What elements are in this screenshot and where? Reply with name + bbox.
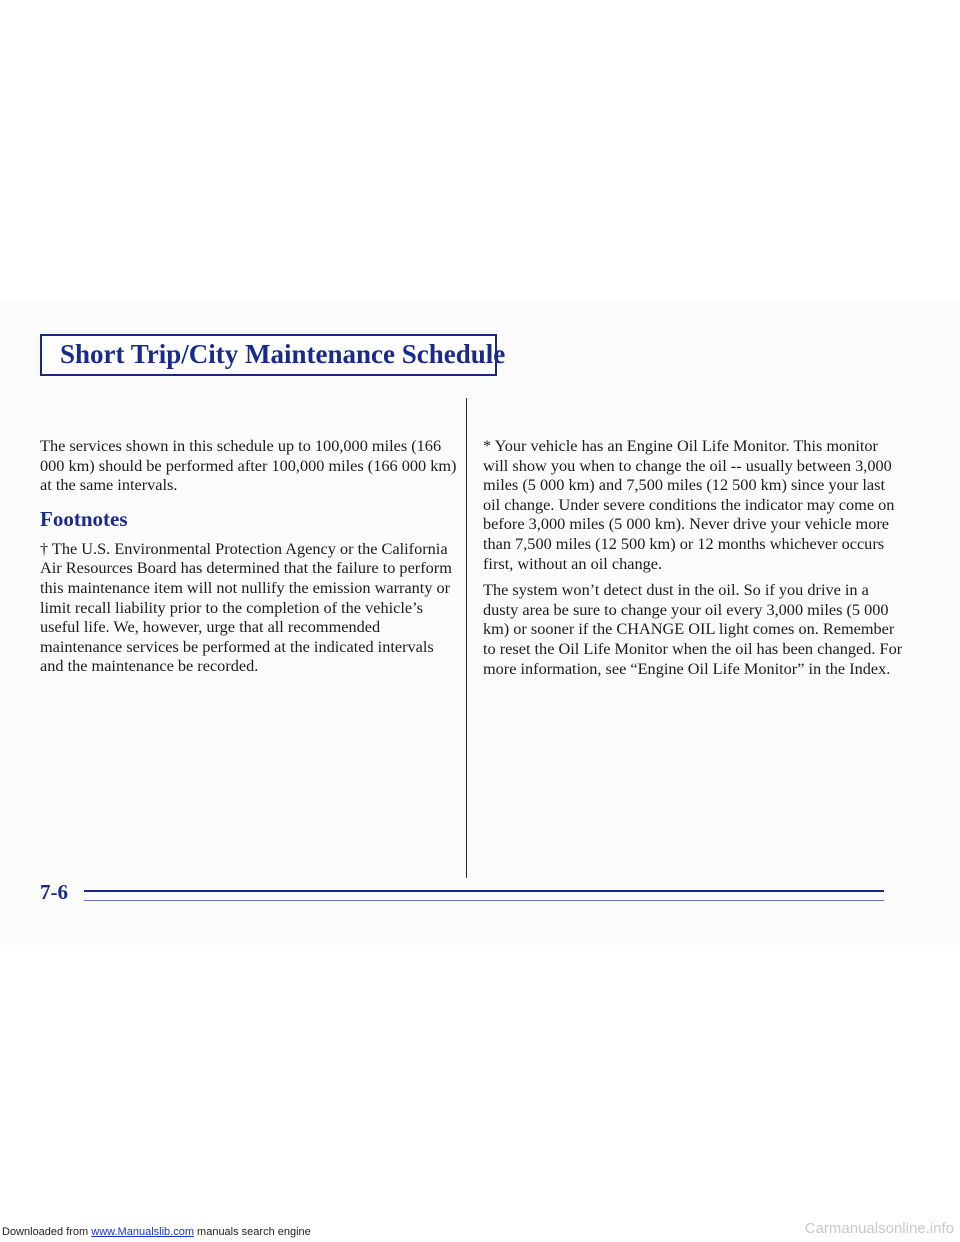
dust-paragraph: The system won’t detect dust in the oil. So if you drive in a dusty area be sure to change your oil every 3,000 miles (5 000 km) or sooner if the CHANGE OIL light comes on. Remember to reset the Oil Life Monitor when the oil has been changed. For more information, see “Engine Oil Life Monitor” in the Index.: [483, 580, 903, 678]
page-title: Short Trip/City Maintenance Schedule: [60, 339, 506, 369]
page-number: 7-6: [40, 880, 68, 904]
intro-paragraph: The services shown in this schedule up to 100,000 miles (166 000 km) should be performed after 100,000 miles (166 000 km) at the same intervals.: [40, 436, 457, 495]
asterisk-footnote: * Your vehicle has an Engine Oil Life Monitor. This monitor will show you when to change the oil -- usually between 3,000 miles (5 000 km) and 7,500 miles (12 500 km) since your last oil change. Under severe conditions the indicator may come on before 3,000 miles (5 000 km). Never drive your vehicle more than 7,500 miles (12 500 km) or 12 months whichever occurs first, without an oil change.: [483, 436, 895, 573]
footnotes-heading: Footnotes: [40, 506, 128, 531]
column-divider: [466, 398, 467, 878]
watermark-text: Carmanualsonline.info: [804, 1220, 954, 1237]
footer-rule-thin: [84, 900, 884, 901]
dagger-footnote: † The U.S. Environmental Protection Agency or the California Air Resources Board has determined that the failure to perform this maintenance item will not nullify the emission warranty or limit recall liability prior to the completion of the vehicle’s useful life. We, however, urge that all recommended maintenance services be performed at the indicated intervals and the maintenance be recorded.: [40, 538, 452, 676]
download-footer: [2, 1226, 311, 1238]
footer-rule-thick: [84, 890, 884, 892]
footer-suffix: manuals search engine: [193, 1226, 311, 1238]
manualslib-link[interactable]: www.Manualslib.com: [91, 1226, 194, 1238]
right-column: [483, 436, 903, 685]
footer-prefix: Downloaded from: [2, 1226, 92, 1238]
section-title-box: [40, 334, 506, 376]
left-column: [40, 436, 460, 683]
